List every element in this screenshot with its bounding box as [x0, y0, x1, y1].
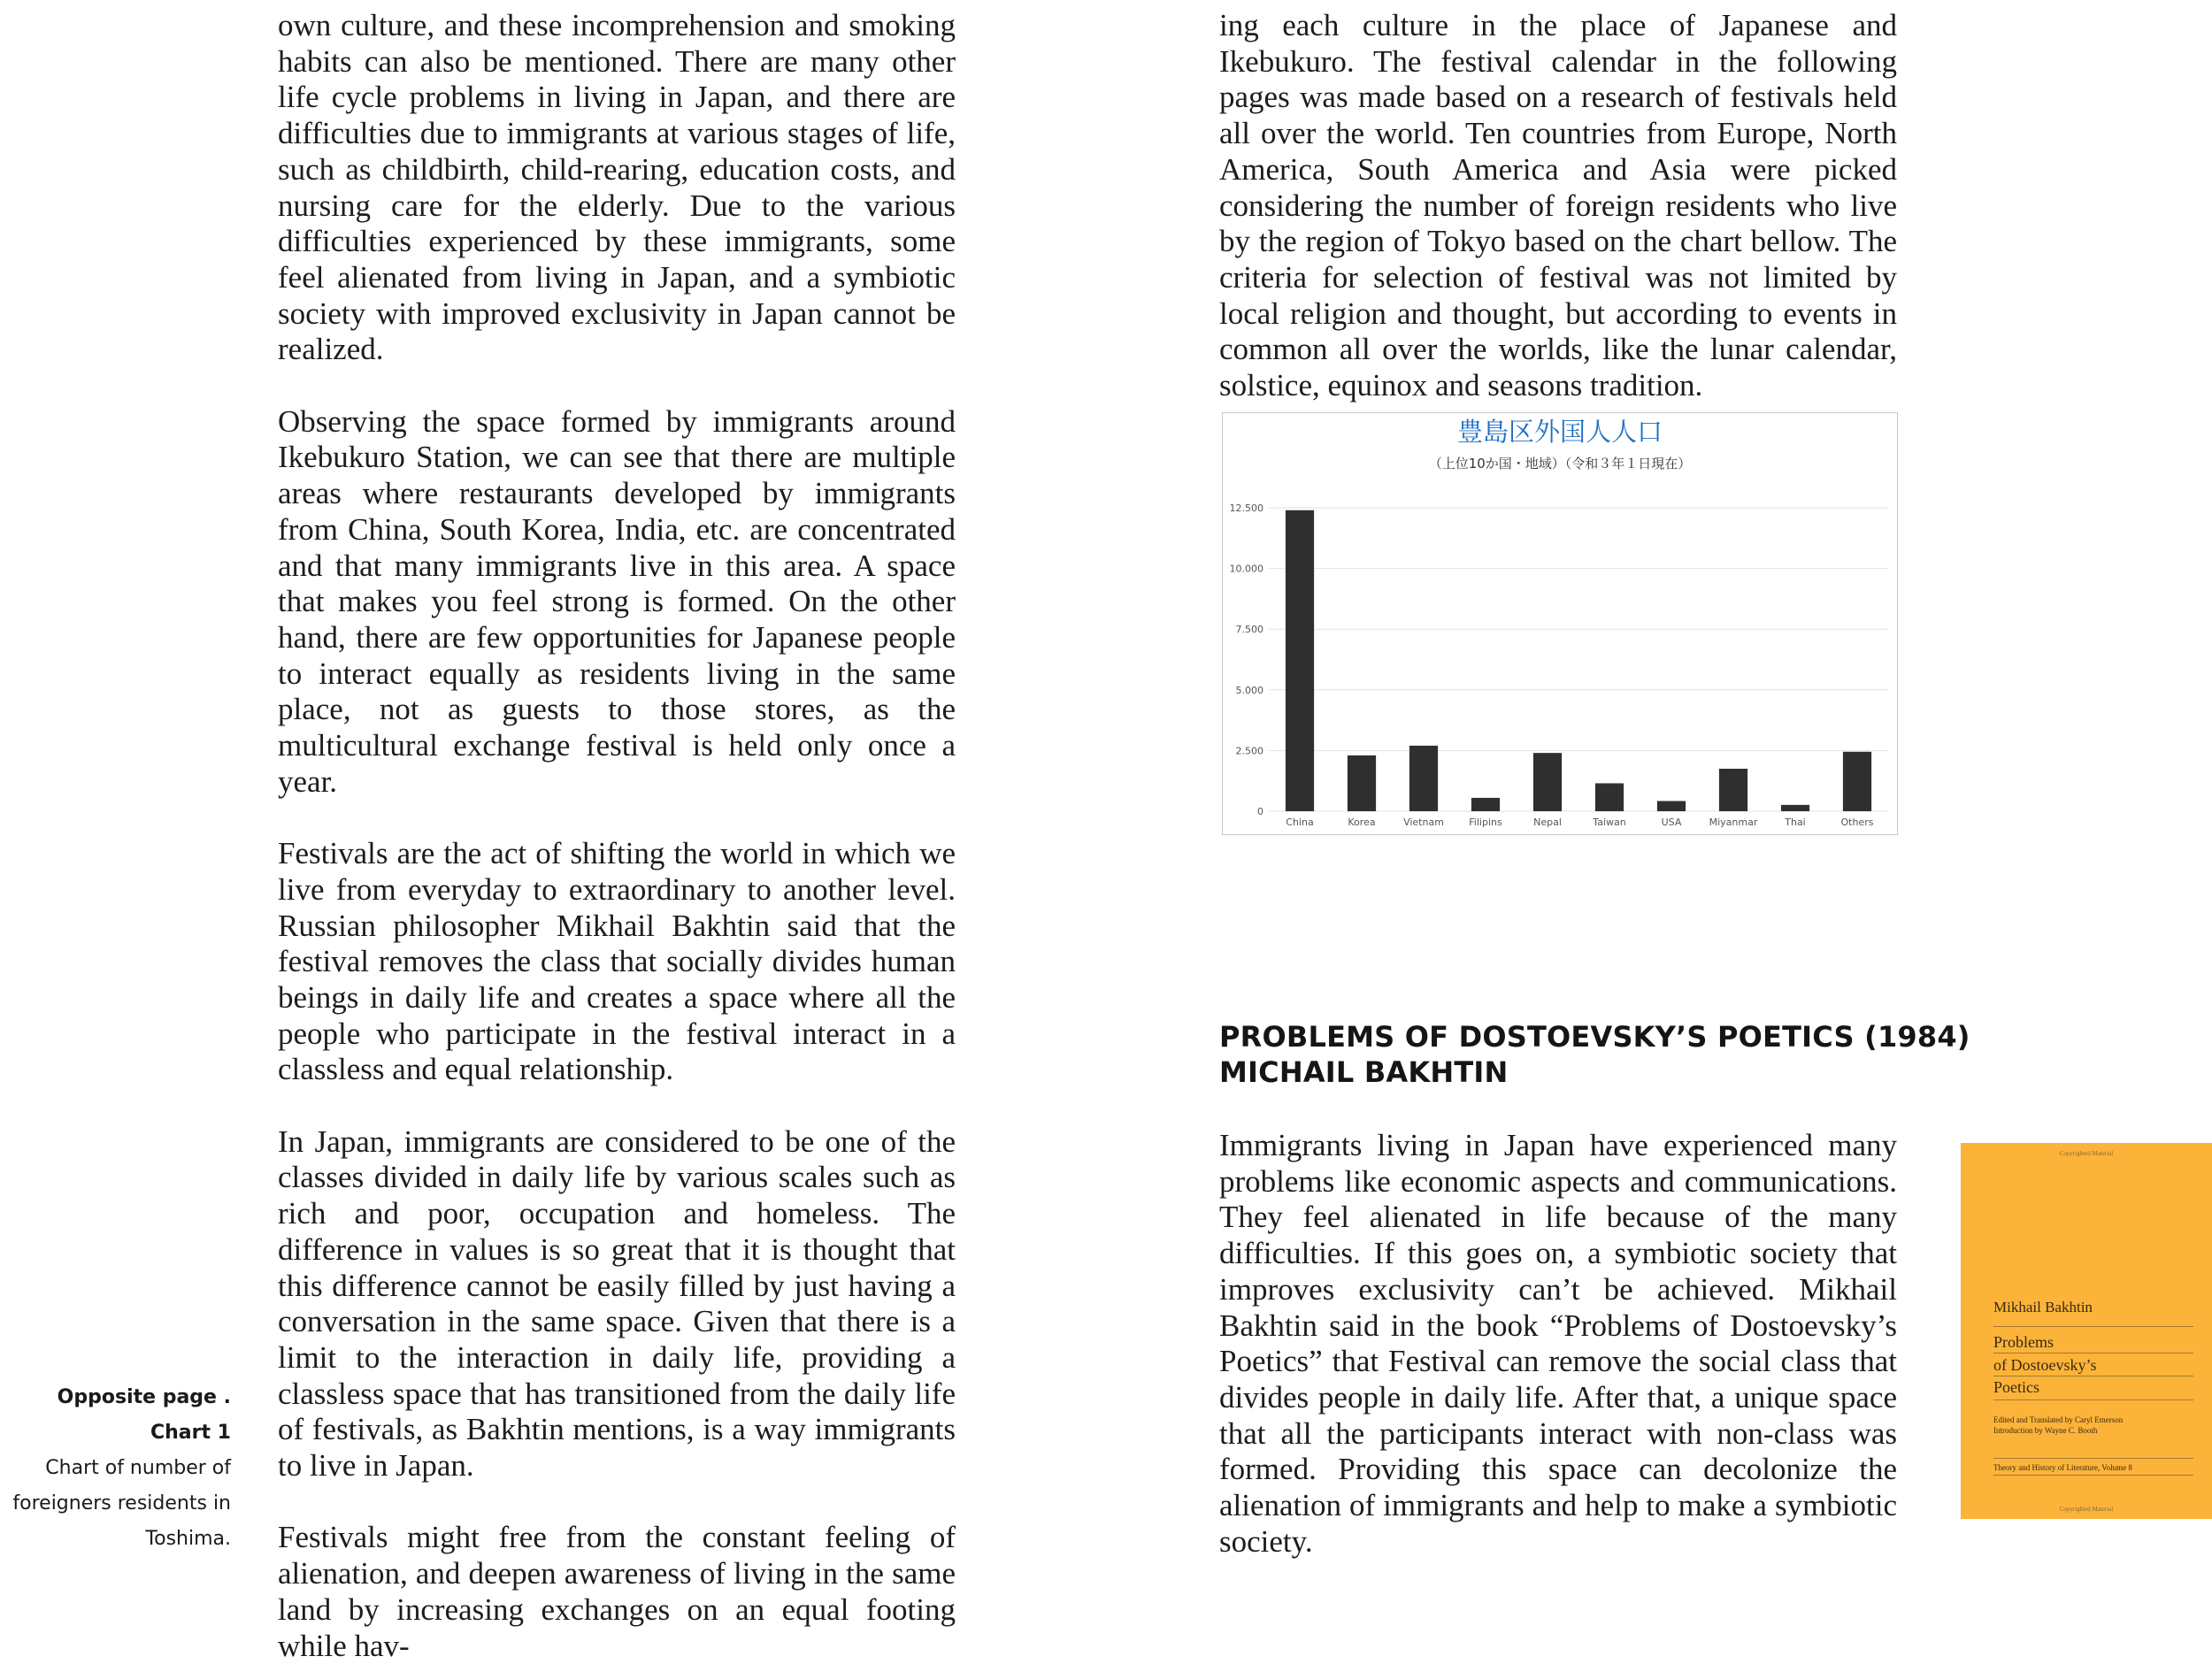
book-rule [1993, 1399, 2193, 1400]
book-rule [1993, 1326, 2193, 1327]
bar-filipins [1471, 798, 1500, 811]
y-tick-label: 0 [1257, 806, 1263, 817]
book-title-line: of Dostoevsky’s [1993, 1356, 2097, 1374]
paragraph: In Japan, immigrants are considered to be one of the classes divided in daily life by various scales such as rich and poor, occupation and homeless. The difference in values is so great that it is thought that this difference cannot be easily filled by just having a conversation in the same space. Given that there is a limit to the interaction in daily life, providing a classless space that has transitioned from the daily life of festivals, as Bakhtin mentions, is a way immigrants to live in Japan. [278, 1123, 956, 1484]
x-tick-label: Taiwan [1593, 817, 1626, 828]
left-text-column [278, 8, 956, 1664]
bar-thai [1781, 805, 1809, 811]
caption-line: Chart of number of [45, 1457, 231, 1479]
book-series: Theory and History of Literature, Volume 8 [1993, 1463, 2132, 1472]
bar-others [1843, 752, 1871, 811]
caption-line: foreigners residents in [12, 1492, 231, 1514]
x-tick-label: China [1286, 817, 1314, 828]
paragraph: own culture, and these incomprehension and smoking habits can also be mentioned. There are many other life cycle problems in living in Japan, and there are difficulties due to immigrants at various stages of life, such as childbirth, child-rearing, education costs, and nursing care for the elderly. Due to the various difficulties experienced by these immigrants, some feel alienated from living in Japan, and a symbiotic society with improved exclusivity in Japan cannot be realized. [278, 8, 956, 367]
section-title-book: PROBLEMS OF DOSTOEVSKY’S POETICS (1984) [1219, 1020, 1970, 1054]
paragraph: Festivals might free from the constant feeling of alienation, and deepen awareness of living in the same land by increasing exchanges on an equal footing while hav- [278, 1520, 956, 1663]
x-tick-label: Filipins [1469, 817, 1502, 828]
book-cover-image [1961, 1143, 2212, 1519]
x-tick-label: Nepal [1533, 817, 1562, 828]
x-tick-label: Korea [1348, 817, 1376, 828]
x-tick-label: USA [1661, 817, 1682, 828]
y-tick-label: 5.000 [1235, 684, 1263, 696]
book-top-text: Copyrighted Material [2059, 1150, 2114, 1157]
chart-title: 豊島区外国人人口 [1456, 417, 1663, 447]
y-tick-label: 12.500 [1229, 502, 1263, 514]
section-title-author: MICHAIL BAKHTIN [1219, 1055, 1509, 1089]
bar-nepal [1533, 753, 1562, 811]
y-tick-label: 7.500 [1235, 624, 1263, 636]
book-bottom-text: Copyrighted Material [2059, 1506, 2114, 1513]
x-tick-label: Others [1840, 817, 1874, 828]
caption-line: Toshima. [145, 1528, 231, 1550]
paragraph: ing each culture in the place of Japanese and Ikebukuro. The festival calendar in the following pages was made based on a research of festivals held all over the world. Ten countries from Europe, North America, South America and Asia were picked considering the number of foreign residents who live by the region of Tokyo based on the chart bellow. The criteria for selection of festival was not limited by local religion and thought, but according to events in common all over the worlds, like the lunar calendar, solstice, equinox and seasons tradition. [1219, 8, 1897, 403]
bar-korea [1348, 755, 1376, 811]
bar-taiwan [1595, 783, 1624, 811]
book-credit: Edited and Translated by Caryl Emerson [1993, 1415, 2124, 1424]
caption-title: Opposite page . Chart 1 [57, 1386, 231, 1444]
book-rule [1993, 1475, 2193, 1476]
chart-caption [0, 1380, 231, 1557]
paragraph: Observing the space formed by immigrants around Ikebukuro Station, we can see that there are multiple areas where restaurants developed by immigrants from China, South Korea, India, etc. are concentrated and that many immigrants live in this area. A space that makes you feel strong is formed. On the other hand, there are few opportunities for Japanese people to interact equally as residents living in the same place, not as guests to those stores, as the multicultural exchange festival is held only once a year. [278, 403, 956, 799]
y-tick-label: 2.500 [1235, 745, 1263, 757]
bar-vietnam [1409, 746, 1438, 811]
bar-china [1286, 510, 1314, 811]
paragraph: Immigrants living in Japan have experienced many problems like economic aspects and communications. They feel alienated in life because of the many difficulties. If this goes on, a symbiotic society that improves exclusivity can’t be achieved. Mikhail Bakhtin said in the book “Problems of Dostoevsky’s Poetics” that Festival can remove the social class that divides people in daily life. After that, a unique space that all the participants interact with non-class was formed. Providing this space can decolonize the alienation of immigrants and help to make a symbiotic society. [1219, 1128, 1897, 1559]
section-title [1219, 1019, 2016, 1090]
right-text-column-top [1219, 8, 1897, 404]
bar-miyanmar [1719, 769, 1747, 811]
bar-usa [1657, 801, 1686, 811]
right-text-column-bottom [1219, 1128, 1897, 1560]
x-tick-label: Thai [1785, 817, 1806, 828]
book-title-line: Problems [1993, 1333, 2055, 1351]
y-tick-label: 10.000 [1229, 563, 1263, 575]
chart-subtitle: （上位10か国・地域）（令和３年１日現在） [1428, 456, 1692, 472]
x-tick-label: Miyanmar [1709, 817, 1758, 828]
foreign-population-chart [1222, 412, 1898, 835]
x-tick-label: Vietnam [1403, 817, 1444, 828]
book-author: Mikhail Bakhtin [1993, 1299, 2093, 1315]
chart-svg [1223, 413, 1897, 834]
book-title-line: Poetics [1993, 1378, 2039, 1396]
paragraph: Festivals are the act of shifting the world in which we live from everyday to extraordinary to another level. Russian philosopher Mikhail Bakhtin said that the festival removes the class that socially divides human beings in daily life and creates a space where all the people who participate in the festival interact in a classless and equal relationship. [278, 836, 956, 1087]
book-rule [1993, 1458, 2193, 1459]
book-credit: Introduction by Wayne C. Booth [1993, 1426, 2098, 1435]
